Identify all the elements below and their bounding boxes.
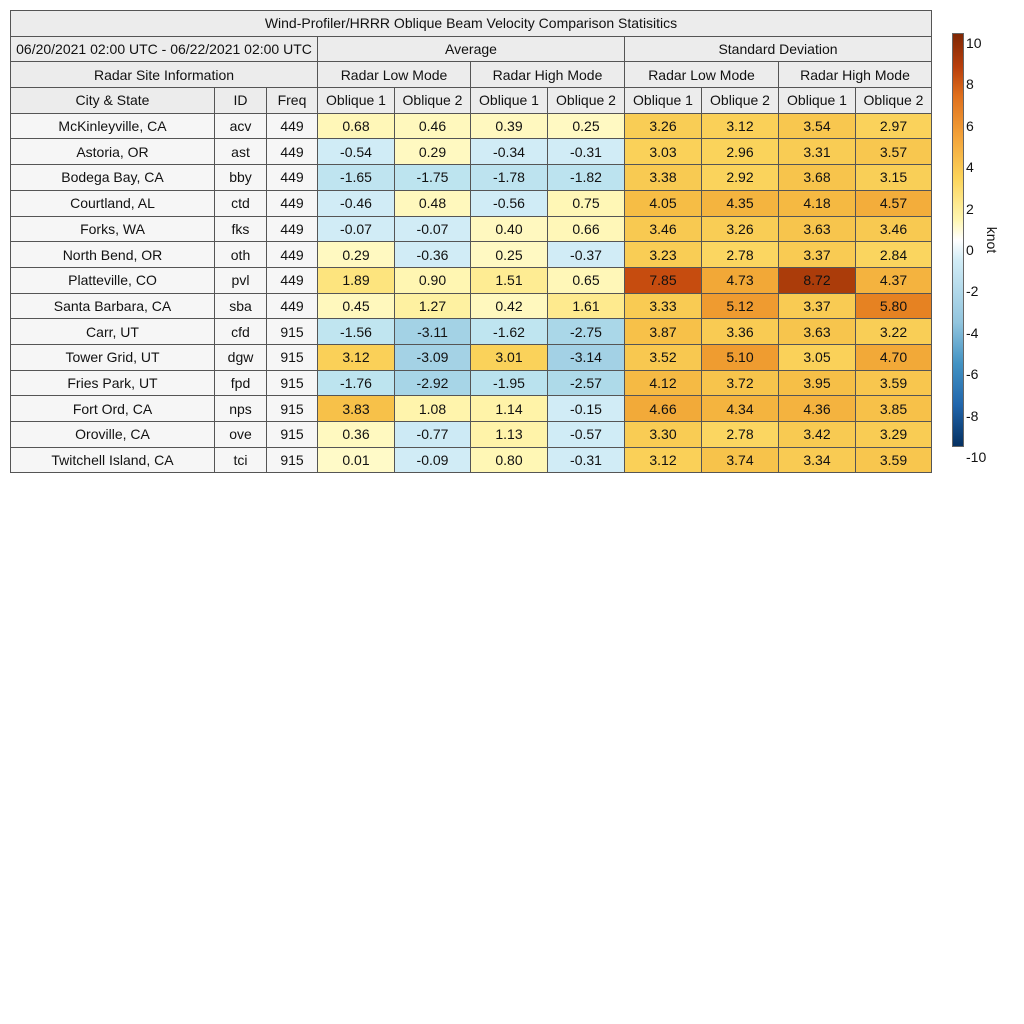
value-cell: -0.31 — [548, 139, 625, 165]
value-cell: -0.09 — [395, 447, 471, 473]
value-cell: 4.37 — [856, 267, 932, 293]
colorbar-tick-label: -4 — [966, 324, 979, 341]
value-cell: 0.80 — [471, 447, 548, 473]
colorbar-tick-label: 4 — [966, 159, 974, 176]
site-id-cell: tci — [215, 447, 267, 473]
value-cell: -0.07 — [395, 216, 471, 242]
site-id-cell: cfd — [215, 319, 267, 345]
value-cell: 0.29 — [395, 139, 471, 165]
site-id-cell: oth — [215, 242, 267, 268]
value-cell: 3.95 — [779, 370, 856, 396]
site-freq-cell: 449 — [267, 242, 318, 268]
value-cell: 0.90 — [395, 267, 471, 293]
value-cell: 3.26 — [702, 216, 779, 242]
site-id-cell: fpd — [215, 370, 267, 396]
value-cell: 3.22 — [856, 319, 932, 345]
value-cell: 4.35 — [702, 190, 779, 216]
table-row — [11, 293, 932, 319]
colorbar-tick-label: -2 — [966, 283, 979, 300]
value-cell: 0.01 — [318, 447, 395, 473]
value-cell: -3.14 — [548, 344, 625, 370]
column-header: Oblique 1 — [471, 88, 548, 114]
site-freq-cell: 449 — [267, 165, 318, 191]
site-freq-cell: 449 — [267, 216, 318, 242]
site-city-cell: Forks, WA — [11, 216, 215, 242]
value-cell: 1.14 — [471, 396, 548, 422]
site-id-cell: nps — [215, 396, 267, 422]
value-cell: 0.25 — [471, 242, 548, 268]
value-cell: 5.12 — [702, 293, 779, 319]
value-cell: -2.92 — [395, 370, 471, 396]
column-header: Oblique 1 — [779, 88, 856, 114]
value-cell: -1.75 — [395, 165, 471, 191]
site-id-cell: acv — [215, 113, 267, 139]
value-cell: 4.70 — [856, 344, 932, 370]
column-header: ID — [215, 88, 267, 114]
column-header: Oblique 2 — [548, 88, 625, 114]
site-freq-cell: 449 — [267, 139, 318, 165]
value-cell: -1.56 — [318, 319, 395, 345]
value-cell: -1.76 — [318, 370, 395, 396]
value-cell: -1.65 — [318, 165, 395, 191]
value-cell: -1.82 — [548, 165, 625, 191]
value-cell: -3.11 — [395, 319, 471, 345]
value-cell: -1.95 — [471, 370, 548, 396]
table-row — [11, 139, 932, 165]
table-row — [11, 216, 932, 242]
value-cell: 7.85 — [625, 267, 702, 293]
colorbar — [952, 33, 964, 447]
column-header: Oblique 1 — [318, 88, 395, 114]
value-cell: 3.05 — [779, 344, 856, 370]
value-cell: 2.92 — [702, 165, 779, 191]
site-freq-cell: 915 — [267, 344, 318, 370]
value-cell: -0.46 — [318, 190, 395, 216]
value-cell: 3.38 — [625, 165, 702, 191]
site-city-cell: Twitchell Island, CA — [11, 447, 215, 473]
value-cell: 0.65 — [548, 267, 625, 293]
site-id-cell: dgw — [215, 344, 267, 370]
table-row — [11, 344, 932, 370]
column-header: Freq — [267, 88, 318, 114]
value-cell: 3.54 — [779, 113, 856, 139]
value-cell: 0.48 — [395, 190, 471, 216]
value-cell: 4.57 — [856, 190, 932, 216]
value-cell: -1.62 — [471, 319, 548, 345]
value-cell: 0.42 — [471, 293, 548, 319]
value-cell: 4.73 — [702, 267, 779, 293]
site-info-header: Radar Site Information — [11, 62, 318, 88]
site-city-cell: Santa Barbara, CA — [11, 293, 215, 319]
value-cell: -0.07 — [318, 216, 395, 242]
value-cell: 0.46 — [395, 113, 471, 139]
table-row — [11, 165, 932, 191]
colorbar-tick-label: -10 — [966, 449, 987, 465]
table-row — [11, 447, 932, 473]
value-cell: 0.68 — [318, 113, 395, 139]
site-city-cell: Astoria, OR — [11, 139, 215, 165]
site-city-cell: Fries Park, UT — [11, 370, 215, 396]
table-row — [11, 319, 932, 345]
site-city-cell: Carr, UT — [11, 319, 215, 345]
site-city-cell: Tower Grid, UT — [11, 344, 215, 370]
site-id-cell: ctd — [215, 190, 267, 216]
value-cell: 1.51 — [471, 267, 548, 293]
site-id-cell: ove — [215, 422, 267, 448]
std-dev-header: Standard Deviation — [625, 36, 932, 62]
colorbar-unit-label: knot — [984, 226, 1000, 254]
value-cell: -1.78 — [471, 165, 548, 191]
value-cell: 5.10 — [702, 344, 779, 370]
value-cell: 4.66 — [625, 396, 702, 422]
value-cell: 3.26 — [625, 113, 702, 139]
value-cell: -0.54 — [318, 139, 395, 165]
column-header: Oblique 1 — [625, 88, 702, 114]
site-freq-cell: 449 — [267, 293, 318, 319]
value-cell: 1.89 — [318, 267, 395, 293]
colorbar-tick-label: 6 — [966, 117, 974, 134]
value-cell: 3.59 — [856, 447, 932, 473]
value-cell: 3.36 — [702, 319, 779, 345]
value-cell: -2.75 — [548, 319, 625, 345]
colorbar-tick-label: 2 — [966, 200, 974, 217]
value-cell: 3.46 — [856, 216, 932, 242]
value-cell: 3.29 — [856, 422, 932, 448]
site-freq-cell: 449 — [267, 190, 318, 216]
value-cell: 0.75 — [548, 190, 625, 216]
value-cell: -0.36 — [395, 242, 471, 268]
value-cell: -2.57 — [548, 370, 625, 396]
site-freq-cell: 449 — [267, 113, 318, 139]
site-city-cell: Fort Ord, CA — [11, 396, 215, 422]
value-cell: 0.40 — [471, 216, 548, 242]
value-cell: 3.74 — [702, 447, 779, 473]
site-freq-cell: 915 — [267, 422, 318, 448]
colorbar-tick-label: -8 — [966, 407, 979, 424]
column-header: Oblique 2 — [856, 88, 932, 114]
value-cell: -0.31 — [548, 447, 625, 473]
value-cell: 1.61 — [548, 293, 625, 319]
value-cell: 3.12 — [702, 113, 779, 139]
mode-header: Radar Low Mode — [625, 62, 779, 88]
value-cell: 3.87 — [625, 319, 702, 345]
site-city-cell: Platteville, CO — [11, 267, 215, 293]
table-title: Wind-Profiler/HRRR Oblique Beam Velocity Comparison Statisitics — [11, 11, 932, 37]
table-row — [11, 190, 932, 216]
value-cell: 5.80 — [856, 293, 932, 319]
value-cell: 4.12 — [625, 370, 702, 396]
value-cell: 4.18 — [779, 190, 856, 216]
value-cell: 3.31 — [779, 139, 856, 165]
value-cell: 1.08 — [395, 396, 471, 422]
value-cell: 3.37 — [779, 293, 856, 319]
site-city-cell: Bodega Bay, CA — [11, 165, 215, 191]
value-cell: 2.97 — [856, 113, 932, 139]
value-cell: 3.15 — [856, 165, 932, 191]
site-city-cell: North Bend, OR — [11, 242, 215, 268]
value-cell: 3.52 — [625, 344, 702, 370]
value-cell: -0.56 — [471, 190, 548, 216]
value-cell: 4.34 — [702, 396, 779, 422]
value-cell: 2.84 — [856, 242, 932, 268]
value-cell: 3.23 — [625, 242, 702, 268]
value-cell: 2.78 — [702, 242, 779, 268]
site-freq-cell: 915 — [267, 319, 318, 345]
site-freq-cell: 915 — [267, 447, 318, 473]
value-cell: 3.46 — [625, 216, 702, 242]
value-cell: 2.78 — [702, 422, 779, 448]
value-cell: 4.36 — [779, 396, 856, 422]
site-freq-cell: 915 — [267, 370, 318, 396]
value-cell: -0.34 — [471, 139, 548, 165]
value-cell: 0.25 — [548, 113, 625, 139]
value-cell: 1.13 — [471, 422, 548, 448]
mode-header: Radar High Mode — [471, 62, 625, 88]
value-cell: 3.30 — [625, 422, 702, 448]
table-row — [11, 242, 932, 268]
value-cell: 3.63 — [779, 216, 856, 242]
value-cell: 3.33 — [625, 293, 702, 319]
value-cell: 0.66 — [548, 216, 625, 242]
table-row — [11, 113, 932, 139]
value-cell: 3.03 — [625, 139, 702, 165]
site-id-cell: pvl — [215, 267, 267, 293]
average-header: Average — [318, 36, 625, 62]
value-cell: 3.83 — [318, 396, 395, 422]
site-id-cell: sba — [215, 293, 267, 319]
value-cell: 3.37 — [779, 242, 856, 268]
value-cell: 0.45 — [318, 293, 395, 319]
value-cell: 0.29 — [318, 242, 395, 268]
period-label: 06/20/2021 02:00 UTC - 06/22/2021 02:00 UTC — [11, 36, 318, 62]
site-freq-cell: 449 — [267, 267, 318, 293]
site-id-cell: bby — [215, 165, 267, 191]
value-cell: -0.57 — [548, 422, 625, 448]
value-cell: 8.72 — [779, 267, 856, 293]
site-id-cell: ast — [215, 139, 267, 165]
site-city-cell: Oroville, CA — [11, 422, 215, 448]
value-cell: 3.63 — [779, 319, 856, 345]
value-cell: 4.05 — [625, 190, 702, 216]
value-cell: -0.37 — [548, 242, 625, 268]
value-cell: 3.34 — [779, 447, 856, 473]
table-row — [11, 267, 932, 293]
mode-header: Radar High Mode — [779, 62, 932, 88]
table-row — [11, 370, 932, 396]
value-cell: 3.12 — [625, 447, 702, 473]
mode-header: Radar Low Mode — [318, 62, 471, 88]
value-cell: 3.57 — [856, 139, 932, 165]
colorbar-tick-label: -6 — [966, 366, 979, 383]
value-cell: 3.85 — [856, 396, 932, 422]
colorbar-tick-label: 0 — [966, 242, 974, 258]
site-freq-cell: 915 — [267, 396, 318, 422]
value-cell: 3.12 — [318, 344, 395, 370]
statistics-table — [10, 10, 932, 473]
column-header: City & State — [11, 88, 215, 114]
value-cell: 3.68 — [779, 165, 856, 191]
site-city-cell: Courtland, AL — [11, 190, 215, 216]
colorbar-tick-label: 8 — [966, 76, 974, 93]
value-cell: 3.72 — [702, 370, 779, 396]
value-cell: 3.59 — [856, 370, 932, 396]
colorbar-tick-label: 10 — [966, 35, 982, 51]
column-header: Oblique 2 — [702, 88, 779, 114]
site-id-cell: fks — [215, 216, 267, 242]
value-cell: 2.96 — [702, 139, 779, 165]
value-cell: 1.27 — [395, 293, 471, 319]
table-row — [11, 396, 932, 422]
value-cell: -0.77 — [395, 422, 471, 448]
value-cell: 0.36 — [318, 422, 395, 448]
site-city-cell: McKinleyville, CA — [11, 113, 215, 139]
table-row — [11, 422, 932, 448]
value-cell: -0.15 — [548, 396, 625, 422]
column-header: Oblique 2 — [395, 88, 471, 114]
value-cell: 3.42 — [779, 422, 856, 448]
value-cell: -3.09 — [395, 344, 471, 370]
value-cell: 0.39 — [471, 113, 548, 139]
value-cell: 3.01 — [471, 344, 548, 370]
